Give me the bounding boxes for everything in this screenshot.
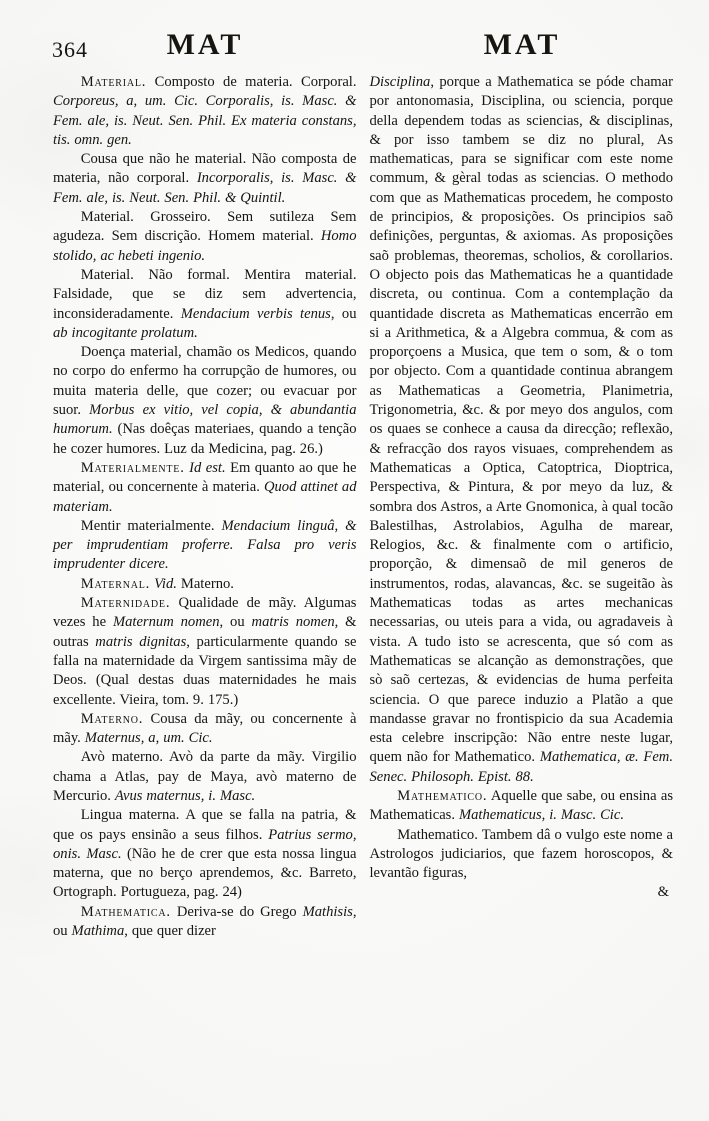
latin-italic: Quod attinet ad materiam. <box>53 479 357 515</box>
text-column-right <box>370 73 674 1095</box>
latin-italic: Patrius sermo, onis. Masc. <box>53 826 357 862</box>
entry-mathematico <box>370 787 674 826</box>
body-text: Cousa que não he material. Não composta de materia, não corporal. <box>53 151 357 187</box>
entry-mathematica <box>53 903 357 942</box>
latin-italic: Corporeus, a, um. Cic. Corporalis, is. Masc. & Fem. ale, is. Neut. Sen. Phil. Ex materia constans, tis. omn. gen. <box>53 93 357 148</box>
entry-materno <box>53 710 357 749</box>
latin-italic: Mendacium linguâ, & per imprudentiam proferre. Falsa pro veris imprudenter dicere. <box>53 517 357 573</box>
sense-material-nao-formal <box>53 266 357 343</box>
latin-italic: Mathisis <box>302 903 353 920</box>
latin-italic: Maternum nomen <box>112 614 220 631</box>
sense-lingua-materna <box>53 806 357 902</box>
body-text: , que quer dizer <box>124 923 216 940</box>
body-text: Material. Não formal. Mentira material. Falsidade, que se diz sem advertencia, inconsideradamente. <box>53 266 357 322</box>
text-columns <box>53 73 673 1095</box>
body-text: , ou <box>219 614 252 631</box>
latin-italic: Disciplina <box>369 74 431 90</box>
headword: Materialmente. <box>80 459 185 476</box>
catchword: & <box>657 884 669 901</box>
entry-maternal <box>53 575 357 594</box>
sense-doenca-material <box>53 343 357 459</box>
body-text: , & outras <box>53 614 357 650</box>
body-text: Material. Grosseiro. Sem sutileza Sem agudeza. Sem discrição. Homem material. <box>53 209 357 245</box>
body-text: Materno. <box>176 575 234 592</box>
page-header <box>0 28 709 72</box>
latin-italic: Mathima <box>71 923 125 940</box>
sense-material-grosseiro <box>53 208 357 266</box>
headword: Maternal. <box>80 575 151 592</box>
latin-italic: Mathematicus, i. Masc. Cic. <box>458 807 624 824</box>
latin-italic: Mathematica, æ. Fem. Senec. Philosoph. Epist. 88. <box>369 749 673 785</box>
latin-italic: Id est. <box>184 459 226 476</box>
latin-italic: ab incogitante prolatum. <box>53 324 198 341</box>
latin-italic: Homo stolido, ac hebeti ingenio. <box>53 228 357 264</box>
latin-italic: matris nomen <box>251 614 335 631</box>
body-text: , porque a Mathematica se póde chamar por antonomasia, Disciplina, ou sciencia, porque della dependem todas as sciencias, & disciplinas, & por isso tambem se diz no plural, As mathematicas, para se significar com este nome commum, & gèral todas as sciencias. O methodo com que as Mathematicas procedem, he composto de principios, & proposições. Os principios saõ definições, perguntas, & axiomas. As proposições saõ problemas, theoremas, scholios, & corollarios. O objecto pois das Mathematicas he a quantidade discreta, ou continua. Com a contemplação da quantidade discreta as Mathematicas encerrão em si a Arithmetica, & a Algebra commua, & com as proporçoens a Musica, que tem o som, & o tom por objecto. Com a quantidade continua abrangem as Mathematicas a Geometria, Planimetria, Trigonometria, &c. & por meyo dos angulos, com os quaes se conhece a causa da direcção; reflexão, & refracção dos rayos visuaes, comprehendem as Mathematicas a Optica, Catoptrica, Dioptrica, Perspectiva, & Pintura, & por meyo da luz, & sombra dos Astros, a Arte Gnomonica, à qual tocão Balestilhas, Astrolabios, Agulha de marear, Relogios, &c. & finalmente com o artificio, proporção, & dimensaõ de mil generos de instrumentos, rodas, alavancas, &c. se sugeitão às Mathematicas todas as artes mechanicas necessarias, ou uteis para a vida, ou agradaveis à vista. A tudo isto se acrescenta, que só com as Mathematicas se alcanção as demonstrações, que sò saõ certezas, & evidencias de huma perfeita sciencia. O que parece induzio a Platão a que mandasse gravar no frontispicio da sua Academia esta celebre inscripção: Não entre neste lugar, quem não for Mathematico. <box>369 74 673 766</box>
latin-italic: Mendacium verbis tenus <box>180 305 331 322</box>
latin-italic: Avus maternus, i. Masc. <box>114 787 256 804</box>
headword: Maternidade. <box>80 595 171 612</box>
latin-italic: Maternus, a, um. Cic. <box>84 730 213 747</box>
sense-material-incorporal <box>53 150 357 208</box>
body-text: (Não he de crer que esta nossa lingua materna, que no berço aprendemos, &c. Barreto, Ortograph. Portugueza, pag. 24) <box>53 845 357 901</box>
body-text: Avò materno. Avò da parte da mãy. Virgilio chama a Atlas, pay de Maya, avò materno de Mercurio. <box>53 749 357 804</box>
body-text: Mentir materialmente. <box>80 517 222 534</box>
body-text: , ou <box>330 305 357 322</box>
sense-mentir-materialmente <box>53 517 357 575</box>
running-title-left: MAT <box>166 28 244 61</box>
running-title-right: MAT <box>483 28 561 61</box>
entry-material <box>53 73 357 150</box>
body-text: Composto de materia. Corporal. <box>146 74 357 90</box>
body-text: Lingua materna. A que se falla na patria, & que os pays ensinão a seus filhos. <box>53 807 357 843</box>
sense-avo-materno <box>53 748 357 806</box>
body-text: Mathematico. Tambem dâ o vulgo este nome a Astrologos judiciarios, que fazem horoscopos, & levantão figuras, <box>369 826 673 882</box>
body-text: Doença material, chamão os Medicos, quando no corpo do enfermo ha corrupção de humores, ou muita materia delle, que cozer; ou evacuar por suor. <box>53 344 357 419</box>
text-column-left <box>53 73 357 1095</box>
latin-italic: Vid. <box>150 575 177 592</box>
sense-mathematico-vulgo <box>370 826 674 884</box>
body-text: Qualidade de mãy. Algumas vezes he <box>53 595 357 631</box>
headword: Material. <box>80 74 147 90</box>
body-text: , particularmente quando se falla na maternidade da Virgem santissima mãy de Deos. (Qual destas duas maternidades he mais excellente. Vieira, tom. 9. 175.) <box>53 633 357 708</box>
headword: Mathematica. <box>80 903 171 920</box>
entry-maternidade <box>53 594 357 710</box>
page-number: 364 <box>52 37 88 62</box>
entry-materialmente <box>53 459 357 517</box>
latin-italic: Incorporalis, is. Masc. & Fem. ale, is. Neut. Sen. Phil. & Quintil. <box>53 170 357 206</box>
latin-italic: Morbus ex vitio, vel copia, & abundantia humorum. <box>53 402 357 438</box>
body-text: Cousa da mãy, ou concernente à mãy. <box>53 710 357 747</box>
body-text: , ou <box>53 903 357 940</box>
body-text: Em quanto ao que he material, ou concernente à materia. <box>53 459 357 496</box>
body-text: Aquelle que sabe, ou ensina as Mathematicas. <box>369 787 673 824</box>
body-text: Deriva-se do Grego <box>170 903 303 920</box>
headword: Mathematico. <box>397 787 488 804</box>
latin-italic: matris dignitas <box>95 633 187 650</box>
body-text: (Nas doêças materiaes, quando a tenção he cozer humores. Luz da Medicina, pag. 26.) <box>53 421 357 457</box>
headword: Materno. <box>80 710 144 727</box>
entry-mathematica-continuation <box>370 73 674 787</box>
